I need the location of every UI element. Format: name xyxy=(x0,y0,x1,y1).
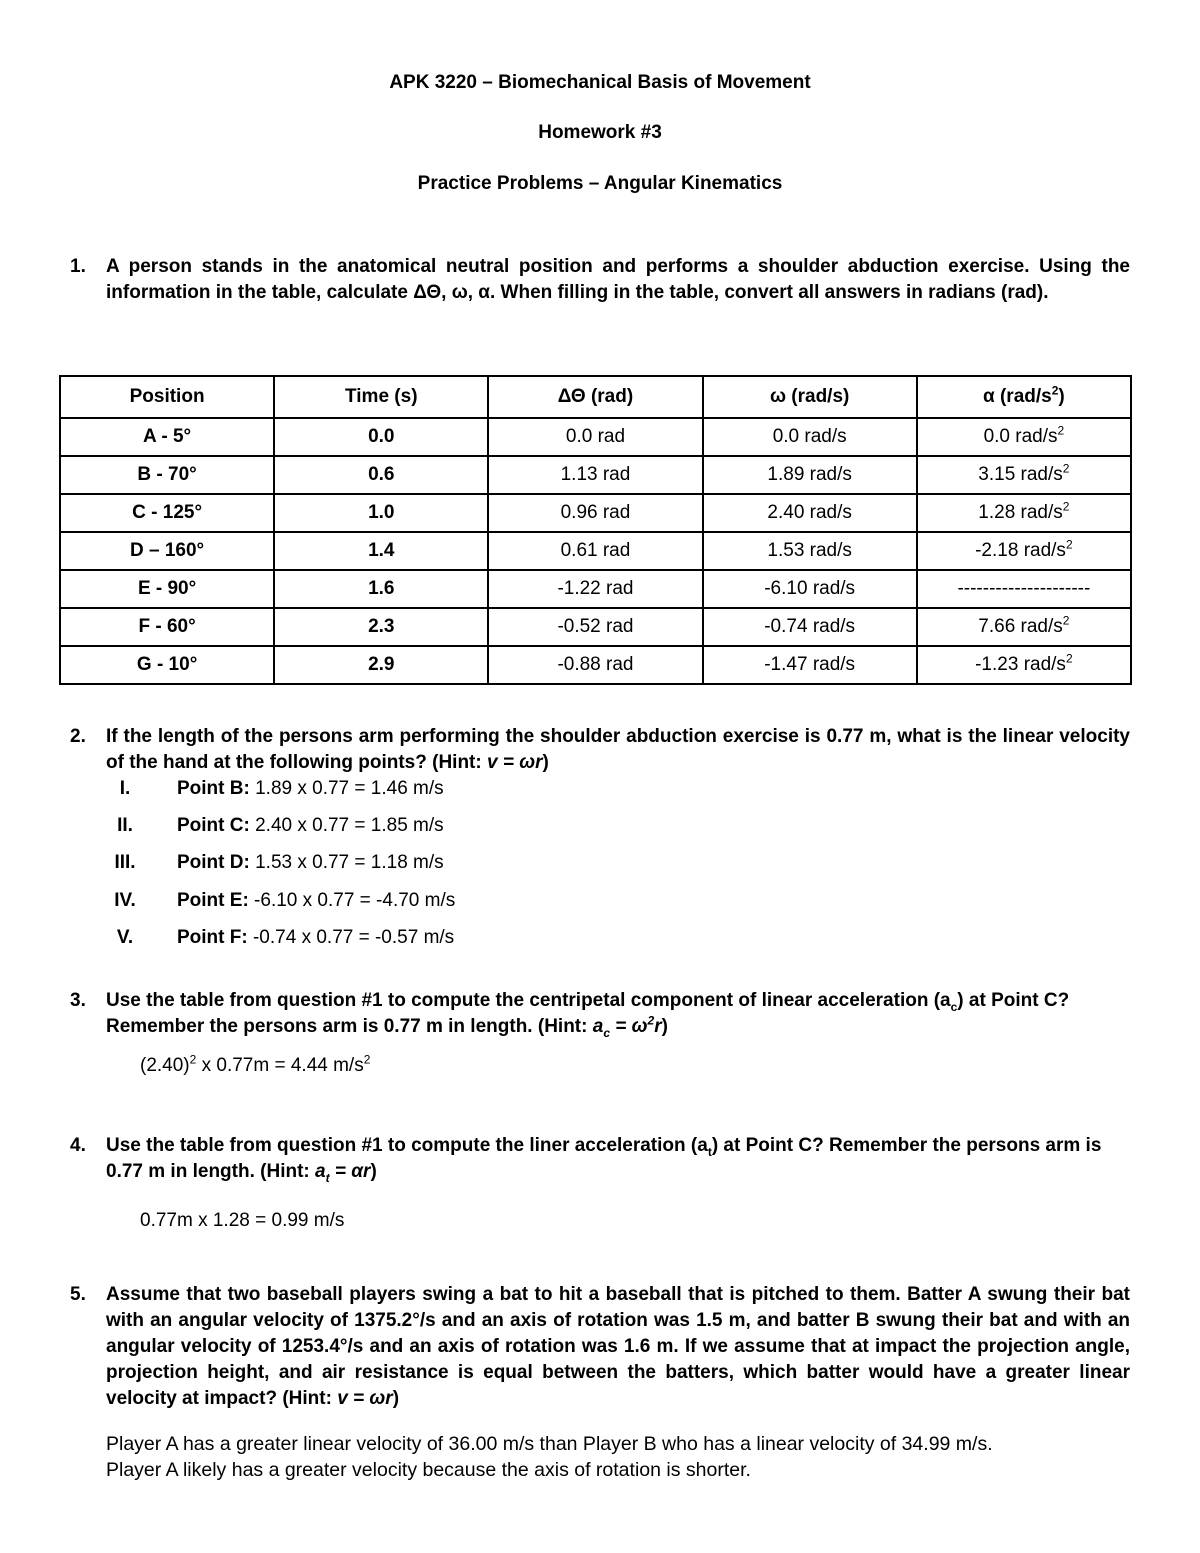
cell-alpha: -2.18 rad/$s^2$ xyxy=(917,532,1131,570)
cell-omega: -1.47 rad/s xyxy=(703,646,917,684)
answer-q3: $(2.40)^2$ x 0.77m = 4.44 $m/s^2$ xyxy=(140,1052,371,1076)
table-header-row xyxy=(60,376,1131,418)
cell-time: 1.6 xyxy=(274,570,488,608)
table-row xyxy=(60,532,1131,570)
table-row xyxy=(60,608,1131,646)
cell-time: 2.9 xyxy=(274,646,488,684)
cell-dtheta: -1.22 rad xyxy=(488,570,702,608)
question-5 xyxy=(70,1282,1130,1412)
question-number: 4. xyxy=(70,1135,86,1156)
page-subtitle: Practice Problems – Angular Kinematics xyxy=(417,173,783,194)
cell-time: 0.0 xyxy=(274,418,488,456)
cell-dtheta: 1.13 rad xyxy=(488,456,702,494)
cell-time: 1.0 xyxy=(274,494,488,532)
column-header-dtheta: ΔΘ (rad) xyxy=(488,376,702,418)
list-item: V. Point F: -0.74 x 0.77 = -0.57 m/s xyxy=(116,926,455,948)
cell-omega: -0.74 rad/s xyxy=(703,608,917,646)
question-text: A person stands in the anatomical neutral position and performs a shoulder abduction exercise. Using the information in the table, calculate ΔΘ, ω, α. When filling in the table, convert all answers in radians (rad). xyxy=(106,256,1130,303)
answer-q5-line-1: Player A has a greater linear velocity of 36.00 m/s than Player B who has a linear velocity of 34.99 m/s. xyxy=(106,1433,993,1455)
table-row xyxy=(60,494,1131,532)
cell-position: F - 60° xyxy=(60,608,274,646)
cell-position: D – 160° xyxy=(60,532,274,570)
answer-q4: 0.77m x 1.28 = 0.99 m/s xyxy=(140,1210,345,1231)
cell-time: 1.4 xyxy=(274,532,488,570)
point-velocity-list xyxy=(105,776,705,962)
course-title: APK 3220 – Biomechanical Basis of Movement xyxy=(389,72,811,93)
cell-omega: 0.0 rad/s xyxy=(703,418,917,456)
question-1 xyxy=(70,254,1130,306)
list-item: III. Point D: 1.53 x 0.77 = 1.18 m/s xyxy=(114,852,444,874)
table-row xyxy=(60,646,1131,684)
cell-omega: 1.89 rad/s xyxy=(703,456,917,494)
question-text: Use the table from question #1 to compute the liner acceleration $(a_t)$ at Point C? Remember the persons arm is 0.77 m in length. (Hint: $a_t = \alpha r$) xyxy=(106,1135,1102,1185)
cell-alpha: 3.15 rad/$s^2$ xyxy=(917,456,1131,494)
kinematics-table xyxy=(59,375,1132,685)
cell-omega: -6.10 rad/s xyxy=(703,570,917,608)
cell-omega: 1.53 rad/s xyxy=(703,532,917,570)
question-number: 3. xyxy=(70,990,86,1011)
question-text: Assume that two baseball players swing a bat to hit a baseball that is pitched to them. Batter A swung their bat with an angular velocity of 1375.2°/s and an axis of rotation was 1.5 m, and batter B swung their bat and with an angular velocity of 1253.4°/s and an axis of rotation was 1.6 m. If we assume that at impact the projection angle, projection height, and air resistance is equal between the batters, which batter would have a greater linear velocity at impact? (Hint: v = ωr) xyxy=(106,1284,1130,1409)
question-number: 5. xyxy=(70,1284,86,1305)
cell-alpha: 7.66 rad/$s^2$ xyxy=(917,608,1131,646)
question-2 xyxy=(70,724,1130,776)
answer-q5-line-2: Player A likely has a greater velocity because the axis of rotation is shorter. xyxy=(106,1459,751,1481)
homework-title: Homework #3 xyxy=(538,122,662,143)
question-text: Use the table from question #1 to compute the centripetal component of linear acceleration $(a_c)$ at Point C? Remember the persons arm is 0.77 m in length. (Hint: $a_c = \omega^2r$) xyxy=(106,990,1070,1040)
cell-dtheta: -0.88 rad xyxy=(488,646,702,684)
question-4 xyxy=(70,1133,1130,1185)
column-header-alpha: α $(rad/s^2)$ xyxy=(917,376,1131,418)
cell-position: C - 125° xyxy=(60,494,274,532)
cell-position: B - 70° xyxy=(60,456,274,494)
cell-position: A - 5° xyxy=(60,418,274,456)
cell-time: 2.3 xyxy=(274,608,488,646)
cell-dtheta: 0.96 rad xyxy=(488,494,702,532)
cell-dtheta: -0.52 rad xyxy=(488,608,702,646)
column-header-position: Position xyxy=(60,376,274,418)
column-header-omega: ω (rad/s) xyxy=(703,376,917,418)
cell-dtheta: 0.0 rad xyxy=(488,418,702,456)
cell-omega: 2.40 rad/s xyxy=(703,494,917,532)
question-3 xyxy=(70,988,1130,1040)
question-text: If the length of the persons arm performing the shoulder abduction exercise is 0.77 m, what is the linear velocity of the hand at the following points? (Hint: v = ωr) xyxy=(106,726,1130,773)
table-row xyxy=(60,418,1131,456)
table-row xyxy=(60,456,1131,494)
cell-alpha: -1.23 rad/$s^2$ xyxy=(917,646,1131,684)
cell-position: E - 90° xyxy=(60,570,274,608)
list-item: I. Point B: 1.89 x 0.77 = 1.46 m/s xyxy=(119,778,444,799)
table-row xyxy=(60,570,1131,608)
column-header-time: Time (s) xyxy=(274,376,488,418)
question-number: 2. xyxy=(70,726,86,747)
list-item: IV. Point E: -6.10 x 0.77 = -4.70 m/s xyxy=(114,889,456,911)
cell-alpha: 0.0 rad/$s^2$ xyxy=(917,418,1131,456)
cell-dtheta: 0.61 rad xyxy=(488,532,702,570)
cell-position: G - 10° xyxy=(60,646,274,684)
cell-time: 0.6 xyxy=(274,456,488,494)
cell-alpha: 1.28 rad/$s^2$ xyxy=(917,494,1131,532)
question-number: 1. xyxy=(70,256,86,277)
list-item: II. Point C: 2.40 x 0.77 = 1.85 m/s xyxy=(117,815,444,837)
cell-alpha: --------------------- xyxy=(917,570,1131,608)
